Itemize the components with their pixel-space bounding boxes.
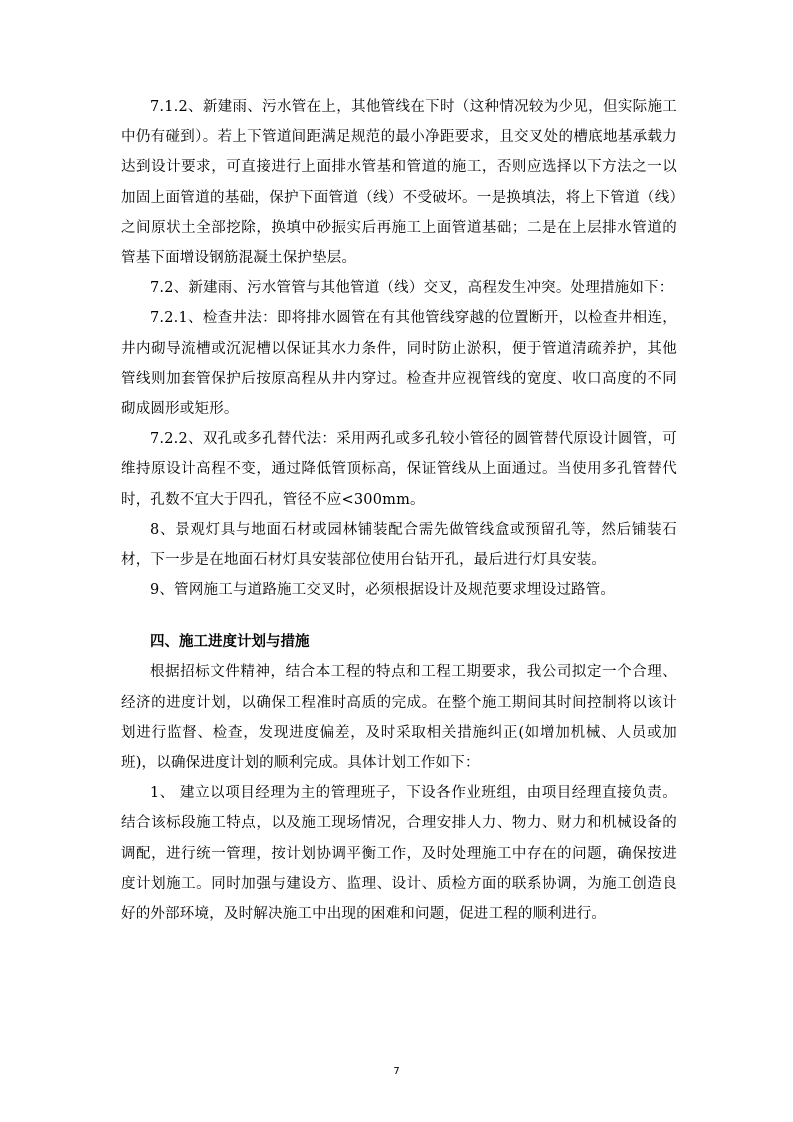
paragraph-7-2-1: 7.2.1、检查井法：即将排水圆管在有其他管线穿越的位置断开，以检查井相连，井内砌导流槽或沉泥槽以保证其水力条件，同时防止淤积，便于管道清疏养护，其他管线则加套管保护后按原高程从井内穿过。检查井应视管线的宽度、收口高度的不同砌成圆形或矩形。 <box>121 310 677 418</box>
paragraph-intro: 根据招标文件精神，结合本工程的特点和工程工期要求，我公司拟定一个合理、经济的进度计划，以确保工程准时高质的完成。在整个施工期间其时间控制将以该计划进行监督、检查，发现进度偏差，及时采取相关措施纠正(如增加机械、人员或加班)，以确保进度计划的顺利完成。具体计划工作如下： <box>121 664 677 772</box>
paragraph-1: 1、 建立以项目经理为主的管理班子，下设各作业班组，由项目经理直接负责。结合该标段施工特点，以及施工现场情况，合理安排人力、物力、财力和机械设备的调配，进行统一管理，按计划协调平衡工作，及时处理施工中存在的问题，确保按进度计划施工。同时加强与建设方、监理、设计、质检方面的联系协调，为施工创造良好的外部环境，及时解决施工中出现的困难和问题，促进工程的顺利进行。 <box>121 785 677 923</box>
page-number: 7 <box>393 1066 400 1077</box>
section-gap <box>121 605 677 627</box>
section-heading: 四、施工进度计划与措施 <box>150 634 310 651</box>
paragraph-9: 9、管网施工与道路施工交叉时，必须根据设计及规范要求埋设过路管。 <box>150 582 616 599</box>
paragraph-7-2-2: 7.2.2、双孔或多孔替代法：采用两孔或多孔较小管径的圆管替代原设计圆管，可维持原设计高程不变，通过降低管顶标高，保证管线从上面通过。当使用多孔管替代时，孔数不宜大于四孔，管径不应<300mm。 <box>121 431 677 508</box>
paragraph-7-2: 7.2、新建雨、污水管管与其他管道（线）交叉，高程发生冲突。处理措施如下： <box>150 280 674 297</box>
page-content <box>121 92 677 929</box>
paragraph-8: 8、景观灯具与地面石材或园林铺装配合需先做管线盒或预留孔等，然后铺装石材，下一步是在地面石材灯具安装部位使用台钻开孔，最后进行灯具安装。 <box>121 521 677 569</box>
paragraph-7-1-2: 7.1.2、新建雨、污水管在上，其他管线在下时（这种情况较为少见，但实际施工中仍有碰到）。若上下管道间距满足规范的最小净距要求，且交叉处的槽底地基承载力达到设计要求，可直接进行上面排水管基和管道的施工，否则应选择以下方法之一以加固上面管道的基础，保护下面管道（线）不受破坏。一是换填法，将上下管道（线）之间原状土全部挖除，换填中砂振实后再施工上面管道基础；二是在上层排水管道的管基下面增设钢筋混凝土保护垫层。 <box>121 99 677 267</box>
